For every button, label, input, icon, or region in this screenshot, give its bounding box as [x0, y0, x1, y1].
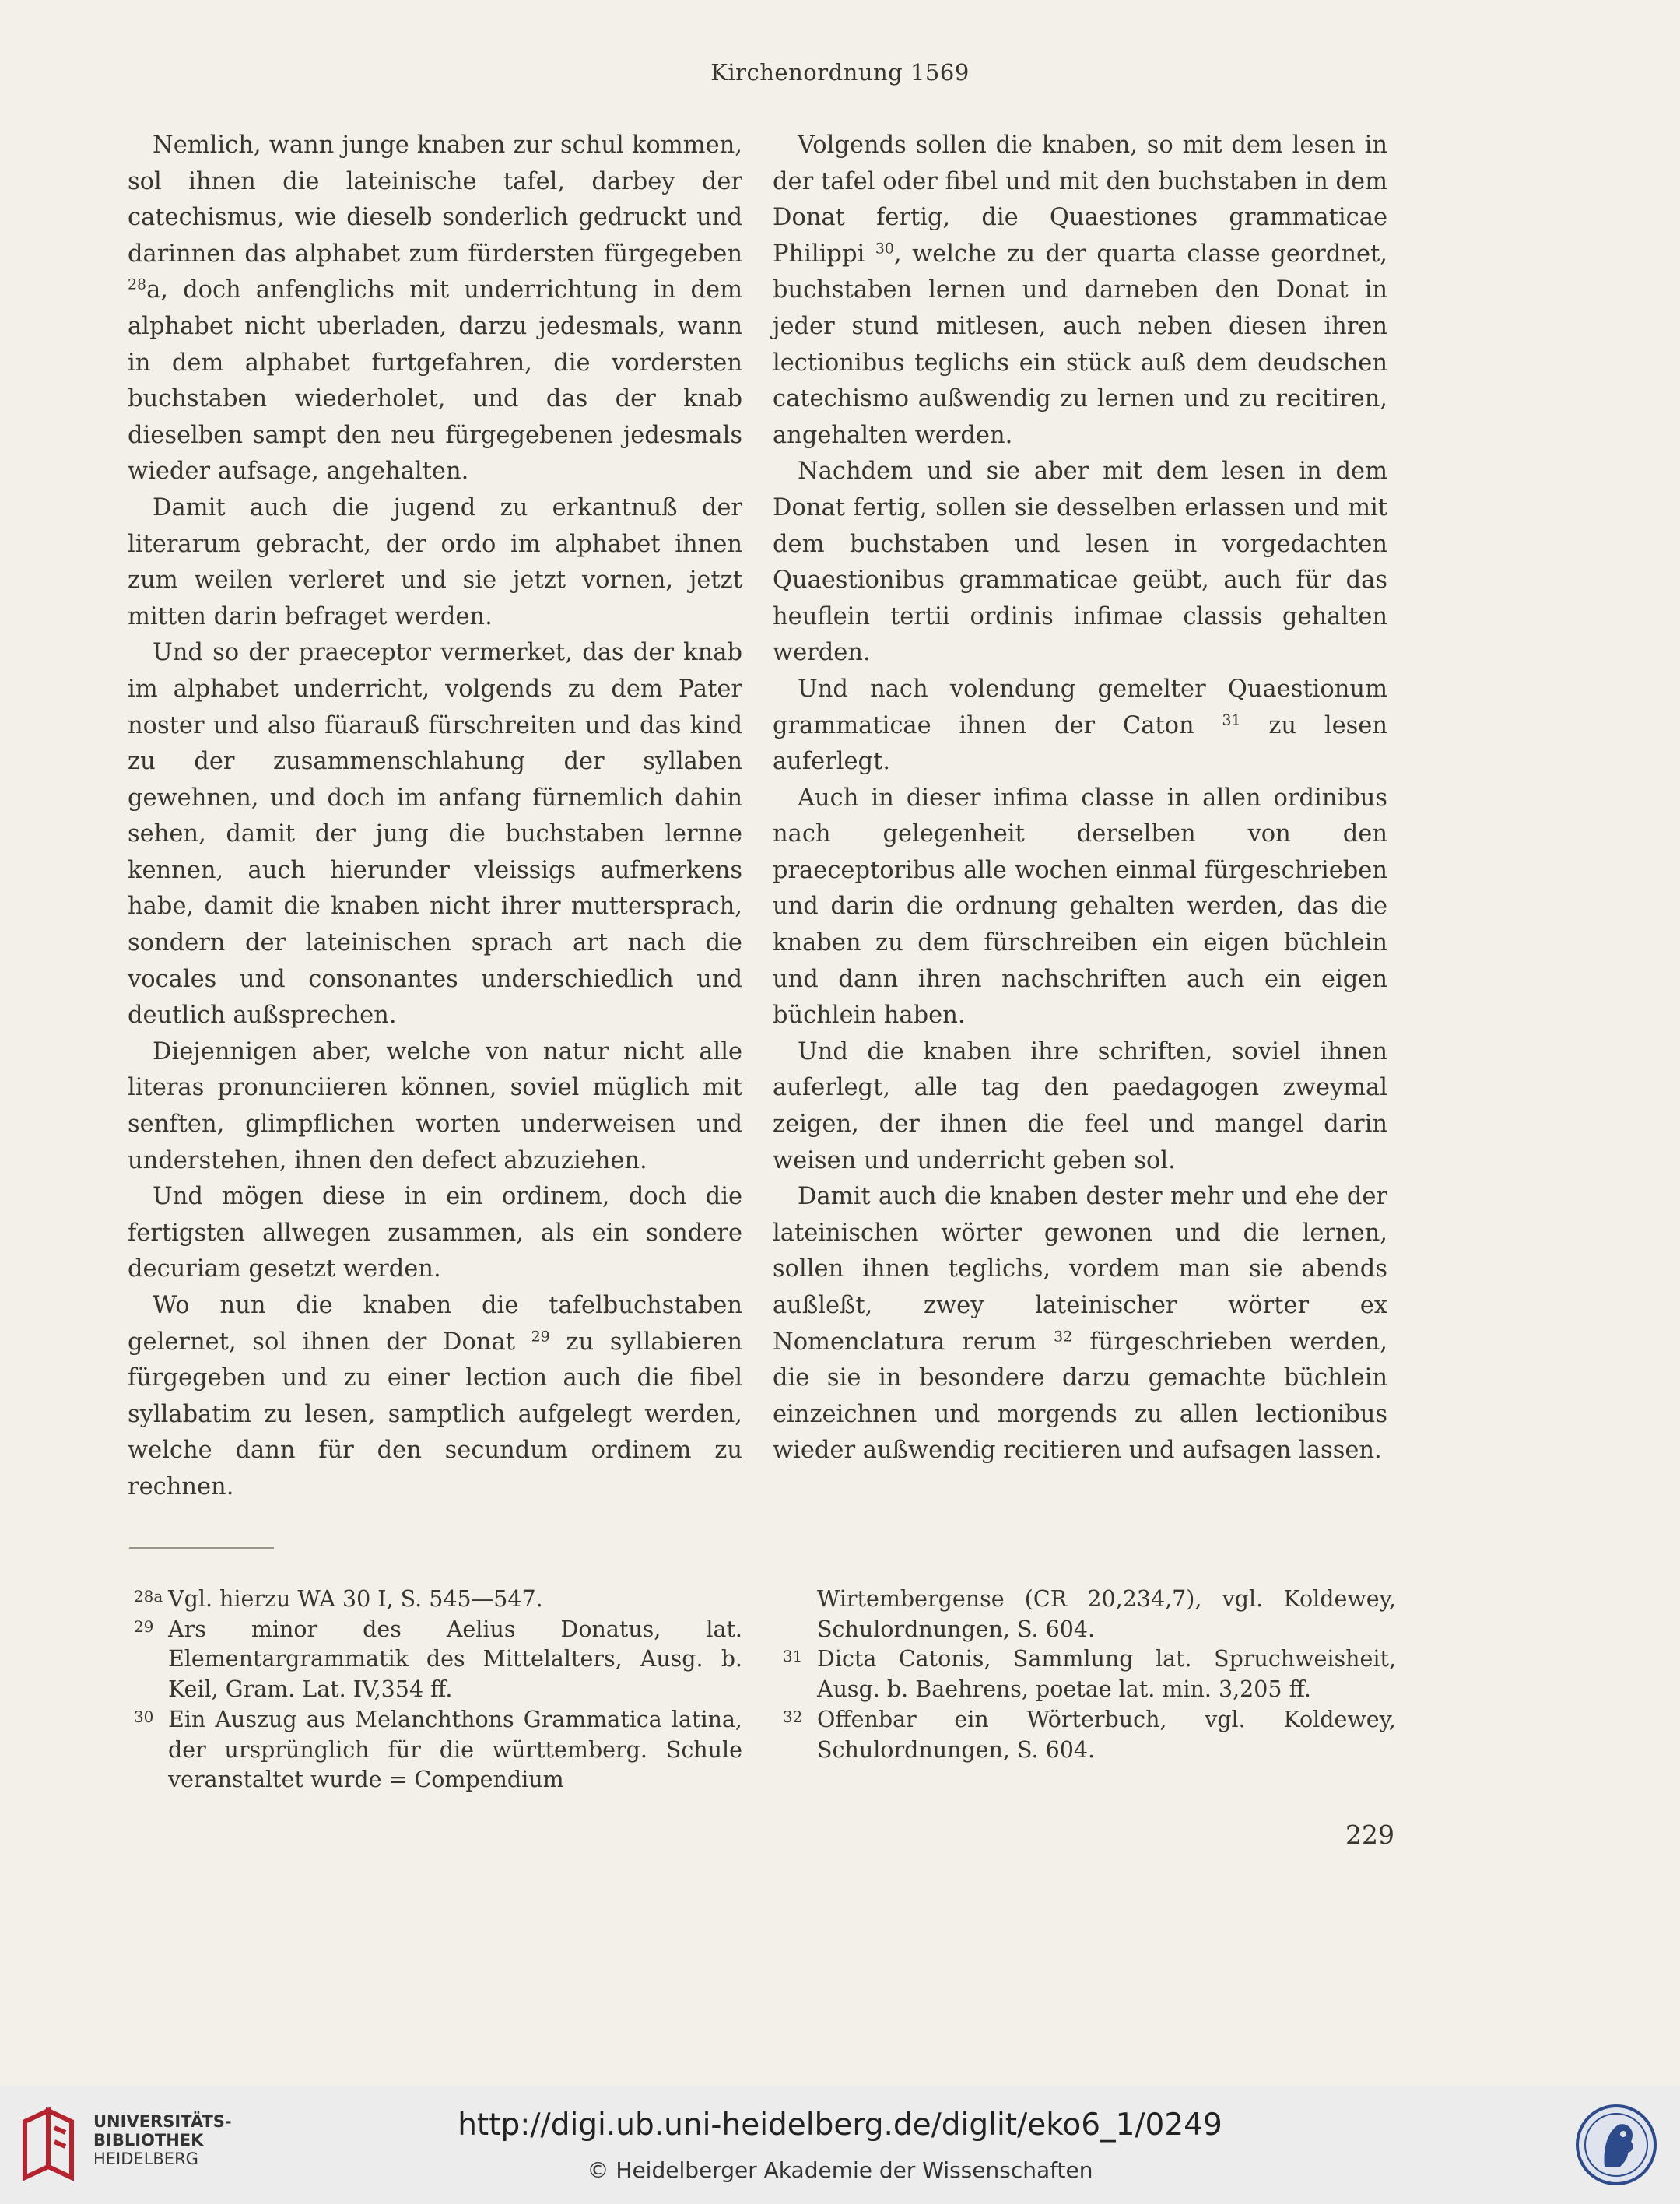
- footnote-text: Ars minor des Aelius Donatus, lat. Elementargrammatik des Mittelalters, Ausg. b. Keil, Gram. Lat. IV,354 ff.: [168, 1616, 742, 1703]
- institution-line-3: HEIDELBERG: [93, 2150, 198, 2168]
- paragraph: [128, 1179, 742, 1288]
- paragraph: [128, 635, 742, 1034]
- viewer-footer: [0, 2086, 1680, 2204]
- paragraph-text: a, doch anfenglichs mit underrichtung in dem alphabet nicht uberladen, darzu jedesmals, wann in dem alphabet furtgefahren, die vordersten buchstaben wiederholet, und das der knab dieselben sampt den neu fürgegebenen jedesmals wieder aufsage, angehalten.: [128, 276, 742, 486]
- paragraph: [773, 454, 1387, 672]
- footnote-ref: 31: [1222, 711, 1241, 729]
- left-text-column: [128, 128, 742, 1506]
- footnote: [128, 1585, 742, 1615]
- paragraph-text: Nachdem und sie aber mit dem lesen in dem Donat fertig, sollen sie desselben erlassen und mit dem buchstaben und lesen in vorgedachten Quaestionibus grammaticae geübt, auch für das heuflein tertii ordinis infimae classis gehalten werden.: [773, 458, 1387, 667]
- paragraph: [773, 1034, 1387, 1179]
- right-text-column: [773, 128, 1387, 1469]
- footnote-number: 29: [134, 1616, 154, 1636]
- paragraph-text: fürgeschrieben werden, die sie in besondere darzu gemachte büchlein einzeichnen und morgends zu allen lectionibus wieder außwendig recitieren und aufsagen lassen.: [773, 1328, 1387, 1465]
- institution-line-1: UNIVERSITÄTS-: [93, 2112, 232, 2131]
- paragraph: [128, 128, 742, 490]
- footnote-number: 28a: [134, 1587, 163, 1606]
- footnote-ref: 32: [1054, 1328, 1073, 1346]
- paragraph: [128, 490, 742, 635]
- footnote: [128, 1615, 742, 1705]
- footnote-number: 31: [783, 1647, 803, 1666]
- footnote: [128, 1705, 742, 1795]
- paragraph-text: zu lesen auferlegt.: [773, 711, 1387, 776]
- footnote-text: Offenbar ein Wörterbuch, vgl. Koldewey, Schulordnungen, S. 604.: [817, 1706, 1396, 1763]
- heidelberg-seal-icon: [1573, 2101, 1659, 2188]
- footnote-number: 32: [783, 1707, 803, 1726]
- footnote: [777, 1705, 1396, 1765]
- footnote-ref: 28: [128, 276, 147, 293]
- paragraph-text: Und mögen diese in ein ordinem, doch die fertigsten allwegen zusammen, als ein sondere decuriam gesetzt werden.: [128, 1183, 742, 1283]
- paragraph-text: Damit auch die knaben dester mehr und ehe der lateinischen wörter gewonen und die lernen, sollen ihnen teglichs, vordem man sie abends außleßt, zwey lateinischer wörter ex Nomenclatura rerum: [773, 1183, 1387, 1356]
- footnote-separator: [129, 1547, 274, 1549]
- paragraph-text: Und die knaben ihre schriften, soviel ihnen auferlegt, alle tag den paedagogen zweymal zeigen, der ihnen die feel und mangel darin weisen und underricht geben sol.: [773, 1037, 1387, 1174]
- paragraph: [128, 1034, 742, 1179]
- footnote-text: Ein Auszug aus Melanchthons Grammatica latina, der ursprünglich für die württemberg. Schule veranstaltet wurde = Compendium: [168, 1706, 742, 1793]
- footnotes-left: [128, 1585, 742, 1795]
- permalink-url[interactable]: http://digi.ub.uni-heidelberg.de/diglit/eko6_1/0249: [458, 2107, 1222, 2143]
- paragraph: [773, 128, 1387, 454]
- paragraph-text: , welche zu der quarta classe geordnet, buchstaben lernen und darneben den Donat in jeder stund mitlesen, auch neben diesen ihren lectionibus teglichs ein stück auß dem deudschen catechismo außwendig zu lernen und zu recitiren, angehalten werden.: [773, 240, 1387, 449]
- paragraph-text: Und so der praeceptor vermerket, das der knab im alphabet underricht, volgends zu dem Pater noster und also füarauß fürschreiten und das kind zu der zusammenschlahung der syllaben gewehnen, und doch im anfang fürnemlich dahin sehen, damit der jung die buchstaben lernne kennen, auch hierunder vleissigs aufmerkens habe, damit die knaben nicht ihrer muttersprach, sondern der lateinischen sprach art nach die vocales und consonantes underschiedlich und deutlich außsprechen.: [128, 639, 742, 1030]
- paragraph: [773, 781, 1387, 1034]
- footnote: [777, 1585, 1396, 1644]
- copyright-notice: © Heidelberger Akademie der Wissenschaften: [587, 2157, 1093, 2183]
- paragraph-text: Wo nun die knaben die tafelbuchstaben gelernet, sol ihnen der Donat: [128, 1292, 742, 1356]
- paragraph-text: Und nach volendung gemelter Quaestionum grammaticae ihnen der Caton: [773, 675, 1387, 739]
- footnote: [777, 1644, 1396, 1704]
- paragraph-text: zu syllabieren fürgegeben und zu einer lection auch die fibel syllabatim zu lesen, samptlich aufgelegt werden, welche dann für den secundum ordinem zu rechnen.: [128, 1328, 743, 1500]
- paragraph-text: Auch in dieser infima classe in allen ordinibus nach gelegenheit derselben von den praeceptoribus alle wochen einmal fürgeschrieben und darin die ordnung gehalten werden, das die knaben zu dem fürschreiben ein eigen büchlein und dann ihren nachschriften auch ein eigen büchlein haben.: [773, 784, 1387, 1030]
- paragraph-text: Volgends sollen die knaben, so mit dem lesen in der tafel oder fibel und mit den buchstaben in dem Donat fertig, die Quaestiones grammaticae Philippi: [773, 132, 1387, 268]
- footnote-text: Dicta Catonis, Sammlung lat. Spruchweisheit, Ausg. b. Baehrens, poetae lat. min. 3,205 ff.: [817, 1646, 1396, 1703]
- paragraph: [128, 1288, 742, 1506]
- footnote-text: Wirtembergense (CR 20,234,7), vgl. Koldewey, Schulordnungen, S. 604.: [817, 1586, 1396, 1642]
- paragraph-text: Nemlich, wann junge knaben zur schul kommen, sol ihnen die lateinische tafel, darbey der catechismus, wie dieselb sonderlich gedruckt und darinnen das alphabet zum fürdersten fürgegeben: [128, 132, 742, 268]
- footnote-number: 30: [134, 1707, 154, 1726]
- footnotes-right: [777, 1585, 1396, 1765]
- paragraph: [773, 1179, 1387, 1469]
- institution-line-2: BIBLIOTHEK: [93, 2131, 204, 2150]
- page-number: 229: [1345, 1820, 1394, 1850]
- paragraph-text: Diejennigen aber, welche von natur nicht alle literas pronunciieren können, soviel müglich mit senften, glimpflichen worten underweisen und understehen, ihnen den defect abzuziehen.: [128, 1037, 742, 1174]
- footnote-ref: 29: [531, 1328, 550, 1346]
- paragraph: [773, 672, 1387, 781]
- running-header: Kirchenordnung 1569: [710, 59, 970, 86]
- footnote-text: Vgl. hierzu WA 30 I, S. 545—547.: [168, 1586, 543, 1612]
- footnote-ref: 30: [875, 240, 894, 258]
- paragraph-text: Damit auch die jugend zu erkantnuß der literarum gebracht, der ordo im alphabet ihnen zum weilen verleret und sie jetzt vornen, jetzt mitten darin befraget werden.: [128, 493, 742, 630]
